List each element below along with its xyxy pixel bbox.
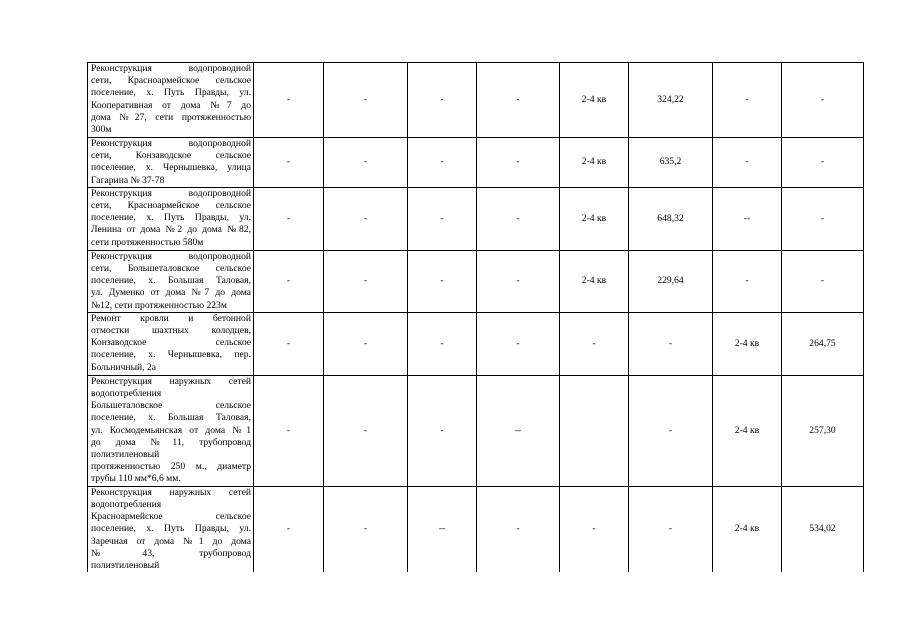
table-row bbox=[88, 250, 864, 312]
value-cell-col-6: 2-4 кв bbox=[560, 138, 629, 188]
description-line: сети протяженностью 580м bbox=[91, 236, 204, 248]
description-line: Реконструкция наружных сетей bbox=[91, 375, 251, 387]
description-line: полиэтиленовый bbox=[91, 449, 160, 461]
description-line: №43, трубопровод bbox=[91, 547, 251, 559]
value-cell-col-5: - bbox=[477, 486, 560, 572]
description-line: Красноармейское сельское bbox=[91, 511, 251, 523]
description-line: Реконструкция водопроводной bbox=[91, 187, 251, 199]
value-cell-col-9: - bbox=[782, 250, 864, 312]
description-line: ул. Думенко от дома №7 до дома bbox=[91, 287, 251, 299]
description-line: сети, Большеталовское сельское bbox=[91, 263, 251, 275]
value-cell-col-7: 635,2 bbox=[629, 138, 713, 188]
description-line: Реконструкция водопроводной bbox=[91, 63, 251, 74]
value-cell-col-9: 534,02 bbox=[782, 486, 864, 572]
description-line: поселение, х. Путь Правды, ул. bbox=[91, 212, 251, 224]
value-cell-col-4: - bbox=[408, 138, 477, 188]
description-line: протяженностью 250 м., диаметр bbox=[91, 461, 251, 473]
description-line: поселение, х. Путь Правды, ул. bbox=[91, 523, 251, 535]
work-description-cell bbox=[88, 375, 254, 486]
value-cell-col-4: - bbox=[408, 375, 477, 486]
description-line: Конзаводское сельское bbox=[91, 337, 251, 349]
description-line: ул. Космодемьянская от дома №1 bbox=[91, 424, 251, 436]
value-cell-col-3: - bbox=[324, 250, 408, 312]
value-cell-col-9: - bbox=[782, 187, 864, 250]
value-cell-col-9: 264,75 bbox=[782, 312, 864, 375]
value-cell-col-5: -- bbox=[477, 375, 560, 486]
table-row bbox=[88, 486, 864, 572]
value-cell-col-2: - bbox=[254, 486, 324, 572]
value-cell-col-3: - bbox=[324, 312, 408, 375]
work-description-cell bbox=[88, 312, 254, 375]
value-cell-col-9: 257,30 bbox=[782, 375, 864, 486]
description-line: Больничный, 2а bbox=[91, 361, 157, 373]
description-line: трубы 110 мм*6,6 мм. bbox=[91, 473, 181, 485]
description-line: 300м bbox=[91, 124, 112, 136]
value-cell-col-9: - bbox=[782, 63, 864, 138]
value-cell-col-4: -- bbox=[408, 486, 477, 572]
value-cell-col-5: - bbox=[477, 250, 560, 312]
value-cell-col-6: - bbox=[560, 486, 629, 572]
value-cell-col-5: - bbox=[477, 187, 560, 250]
value-cell-col-8: 2-4 кв bbox=[713, 312, 782, 375]
value-cell-col-2: - bbox=[254, 63, 324, 138]
value-cell-col-6: - bbox=[560, 312, 629, 375]
description-line: водопотребления bbox=[91, 388, 162, 400]
value-cell-col-8: - bbox=[713, 250, 782, 312]
table-row bbox=[88, 63, 864, 138]
value-cell-col-8: - bbox=[713, 63, 782, 138]
value-cell-col-4: - bbox=[408, 187, 477, 250]
value-cell-col-2: - bbox=[254, 375, 324, 486]
value-cell-col-9: - bbox=[782, 138, 864, 188]
value-cell-col-6: 2-4 кв bbox=[560, 250, 629, 312]
work-description-cell bbox=[88, 187, 254, 250]
value-cell-col-6: 2-4 кв bbox=[560, 63, 629, 138]
value-cell-col-7: 229,64 bbox=[629, 250, 713, 312]
description-line: поселение, х. Чернышевка, улица bbox=[91, 162, 251, 174]
description-line: поселение, х. Чернышевка, пер. bbox=[91, 349, 251, 361]
work-description-cell bbox=[88, 63, 254, 138]
description-line: Заречная от дома №1 до дома bbox=[91, 535, 251, 547]
value-cell-col-5: - bbox=[477, 138, 560, 188]
table-row bbox=[88, 312, 864, 375]
works-table bbox=[87, 62, 864, 572]
description-line: Гагарина № 37-78 bbox=[91, 174, 165, 186]
description-line: полиэтиленовый bbox=[91, 560, 160, 572]
value-cell-col-7: 648,32 bbox=[629, 187, 713, 250]
value-cell-col-2: - bbox=[254, 312, 324, 375]
description-line: отмостки шахтных колодцев, bbox=[91, 325, 251, 337]
description-line: Реконструкция наружных сетей bbox=[91, 486, 251, 498]
table-row bbox=[88, 138, 864, 188]
value-cell-col-3: - bbox=[324, 63, 408, 138]
description-line: поселение, х. Большая Таловая, bbox=[91, 412, 251, 424]
value-cell-col-2: - bbox=[254, 138, 324, 188]
description-line: поселение, х. Большая Таловая, bbox=[91, 275, 251, 287]
description-line: Кооперативная от дома №7 до bbox=[91, 99, 251, 111]
table-row bbox=[88, 375, 864, 486]
value-cell-col-8: - bbox=[713, 138, 782, 188]
value-cell-col-2: - bbox=[254, 250, 324, 312]
work-description-cell bbox=[88, 486, 254, 572]
value-cell-col-3: - bbox=[324, 187, 408, 250]
work-description-cell bbox=[88, 138, 254, 188]
value-cell-col-3: - bbox=[324, 138, 408, 188]
description-line: дома №27, сети протяженностью bbox=[91, 111, 251, 123]
value-cell-col-4: - bbox=[408, 63, 477, 138]
description-line: Ремонт кровли и бетонной bbox=[91, 312, 251, 324]
description-line: Реконструкция водопроводной bbox=[91, 138, 251, 149]
description-line: сети, Красноармейское сельское bbox=[91, 200, 251, 212]
value-cell-col-4: - bbox=[408, 312, 477, 375]
value-cell-col-6 bbox=[560, 375, 629, 486]
description-line: Большеталовское сельское bbox=[91, 400, 251, 412]
value-cell-col-3: - bbox=[324, 375, 408, 486]
description-line: Ленина от дома №2 до дома №82, bbox=[91, 224, 251, 236]
value-cell-col-7: - bbox=[629, 312, 713, 375]
value-cell-col-2: - bbox=[254, 187, 324, 250]
table-row bbox=[88, 187, 864, 250]
value-cell-col-7: - bbox=[629, 486, 713, 572]
value-cell-col-5: - bbox=[477, 312, 560, 375]
value-cell-col-5: - bbox=[477, 63, 560, 138]
description-line: Реконструкция водопроводной bbox=[91, 250, 251, 262]
description-line: сети, Красноармейское сельское bbox=[91, 75, 251, 87]
value-cell-col-7: 324,22 bbox=[629, 63, 713, 138]
value-cell-col-8: 2-4 кв bbox=[713, 486, 782, 572]
value-cell-col-8: -- bbox=[713, 187, 782, 250]
work-description-cell bbox=[88, 250, 254, 312]
value-cell-col-8: 2-4 кв bbox=[713, 375, 782, 486]
description-line: до дома №11, трубопровод bbox=[91, 436, 251, 448]
description-line: поселение, х. Путь Правды, ул. bbox=[91, 87, 251, 99]
value-cell-col-3: - bbox=[324, 486, 408, 572]
description-line: №12, сети протяженностью 223м bbox=[91, 299, 227, 311]
value-cell-col-4: - bbox=[408, 250, 477, 312]
description-line: водопотребления bbox=[91, 499, 162, 511]
value-cell-col-6: 2-4 кв bbox=[560, 187, 629, 250]
value-cell-col-7: - bbox=[629, 375, 713, 486]
description-line: сети, Конзаводское сельское bbox=[91, 150, 251, 162]
